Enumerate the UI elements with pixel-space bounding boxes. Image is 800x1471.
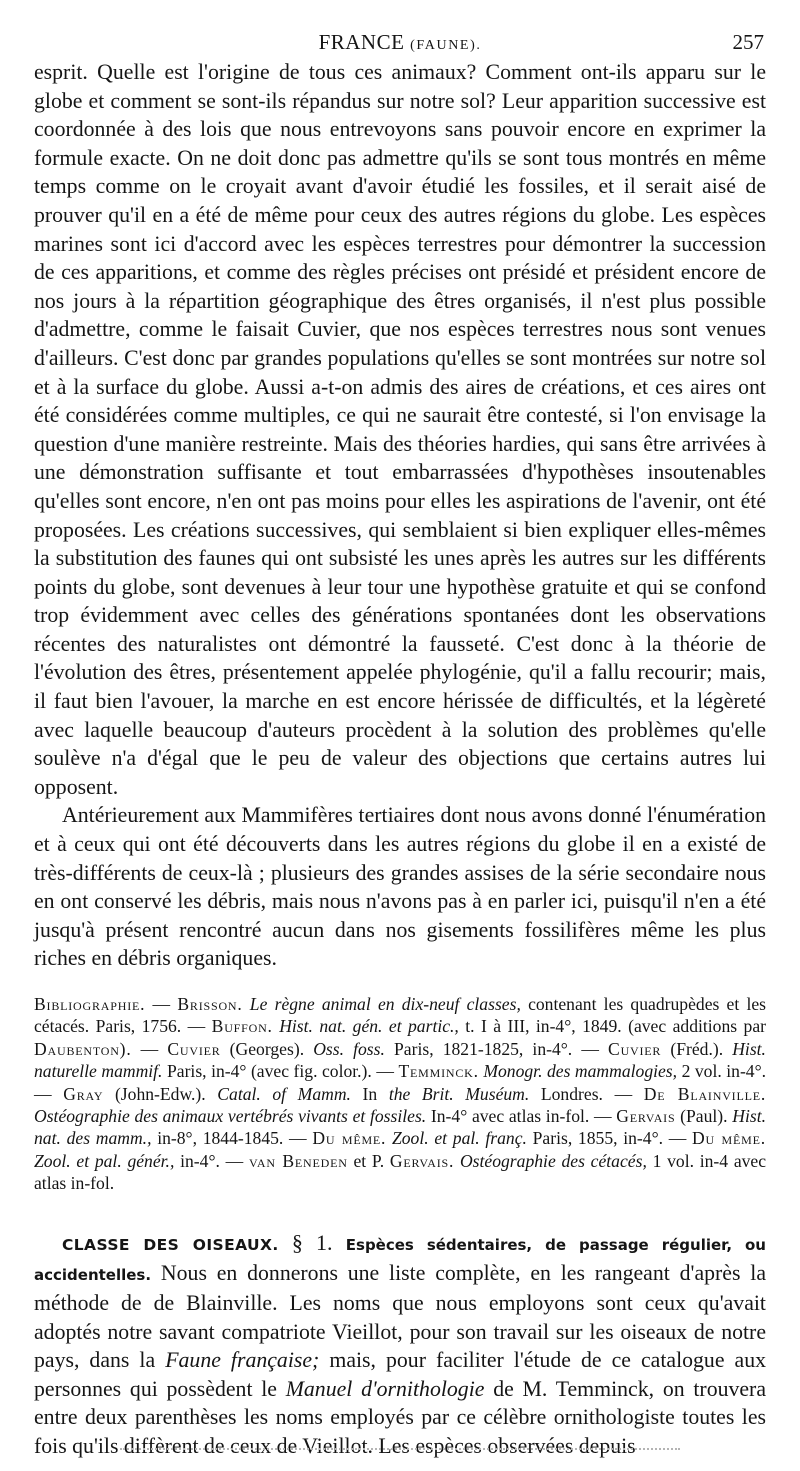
- paragraph-1: esprit. Quelle est l'origine de tous ces animaux? Comment ont-ils apparu sur le globe et comment se sont-ils répandus sur notre sol? Leur apparition successive est coordonnée à des lois que nous entrevoyons sans pouvoir encore en exprimer la formule exacte. On ne doit donc pas admettre qu'ils se sont tous montrés en même temps comme on le croyait avant d'avoir étudié les fossiles, et il serait aisé de prouver qu'il en a été de même pour ceux des autres régions du globe. Les espèces marines sont ici d'accord avec les espèces terrestres pour démontrer la succession de ces apparitions, et comme des règles précises ont présidé et président encore de nos jours à la répartition géographique des êtres organisés, il n'est plus possible d'admettre, comme le faisait Cuvier, que nos espèces terrestres nous sont venues d'ailleurs. C'est donc par grandes populations qu'elles se sont montrées sur notre sol et à la surface du globe. Aussi a-t-on admis des aires de créations, et ces aires ont été considérées comme multiples, ce qui ne saurait être contesté, si l'on envisage la question d'une manière restreinte. Mais des théories hardies, qui sans être arrivées à une démonstration suffisante et tout embarrassées d'hypothèses insoutenables qu'elles sont encore, n'en ont pas moins pour elles les aspirations de l'avenir, ont été proposées. Les créations successives, qui semblaient si bien expliquer elles-mêmes la substitution des faunes qui ont subsisté les unes après les autres sur les différents points du globe, sont devenues à leur tour une hypothèse gratuite et qui se confond trop évidemment avec celles des générations spontanées dont les observations récentes des naturalistes ont démontré la fausseté. C'est donc à la théorie de l'évolution des êtres, présentement appelée phylogénie, qu'il a fallu recourir; mais, il faut bien l'avouer, la marche en est encore hérissée de difficultés, et la légèreté avec laquelle beaucoup d'auteurs procèdent à la solution des problèmes qu'elle soulève n'a d'égal que le peu de valeur des objections que certains autres lui opposent.: [34, 60, 766, 799]
- bib-author: Du même.: [312, 1128, 387, 1149]
- bib-details: et P.: [353, 1150, 385, 1171]
- section-italic-title: Manuel d'ornithologie: [285, 1376, 485, 1401]
- bib-author: van Beneden: [248, 1150, 348, 1171]
- page-number: 257: [732, 30, 764, 54]
- section-text: mais, pour faciliter l'étude de ce catalogue aux personnes qui possèdent le: [34, 1348, 767, 1401]
- bib-title: Zool. et pal. franç.: [391, 1128, 527, 1149]
- bib-author: Du même.: [692, 1128, 766, 1149]
- bleed-through-dots: [120, 1448, 680, 1452]
- bib-title: Oss. foss.: [313, 1038, 385, 1059]
- paragraph-2: Antérieurement aux Mammifères tertiaires dont nous avons donné l'énumération et à ceux qui ont été découverts dans les autres régions du globe il en a existé de très-différents de ceux-là ; plusieurs des grandes assises de la série secondaire nous en ont conservé les débris, mais nous n'avons pas à en parler ici, puisqu'il n'en a été jusqu'à présent rencontré aucun dans nos gisements fossilifères même les plus riches en débris organiques.: [34, 803, 766, 971]
- dash: —: [376, 1061, 394, 1082]
- bib-title: Zool. et pal. génér.,: [34, 1150, 175, 1171]
- bib-details: in-4°.: [180, 1150, 220, 1171]
- bib-author: Cuvier: [608, 1038, 662, 1059]
- title-main: FRANCE: [318, 30, 405, 54]
- main-text: [34, 58, 766, 973]
- dash: —: [614, 1083, 633, 1104]
- section-heading: CLASSE DES OISEAUX.: [62, 1235, 279, 1254]
- book-page: [34, 30, 766, 1460]
- running-head: [34, 30, 766, 58]
- bib-details: In-4° avec atlas in-fol.: [430, 1106, 590, 1127]
- dash: —: [34, 1083, 52, 1104]
- bib-author: Brisson.: [177, 994, 243, 1014]
- dash: —: [581, 1038, 599, 1059]
- bib-author: Gervais: [616, 1106, 676, 1127]
- bib-title: the Brit. Muséum.: [388, 1083, 530, 1104]
- dash: —: [152, 994, 171, 1014]
- bib-details: Paris, in-4° (avec fig. color.).: [166, 1061, 372, 1082]
- section-mark: § 1.: [291, 1229, 333, 1255]
- dash: —: [225, 1150, 244, 1171]
- dash: —: [594, 1106, 612, 1127]
- section-subheading: Espèces sédentaires, de passage régulier, ou accidentelles.: [34, 1235, 766, 1285]
- bib-title: Hist. nat. gén. et partic.,: [279, 1016, 459, 1037]
- bib-details: In: [362, 1083, 378, 1104]
- dash: —: [140, 1038, 159, 1059]
- bib-details: in-8°, 1844-1845.: [157, 1128, 284, 1149]
- bib-author-name: (Fréd.).: [670, 1038, 724, 1059]
- bib-details: t. I à III, in-4°, 1849. (avec additions par: [465, 1016, 766, 1037]
- bib-author: Cuvier: [167, 1038, 221, 1059]
- bib-details: 1 vol. in-4 avec atlas in-fol.: [34, 1150, 767, 1194]
- bib-details: Paris, 1855, in-4°.: [532, 1128, 664, 1149]
- bib-author: Gervais.: [389, 1150, 455, 1171]
- section-paragraph: [34, 1229, 766, 1460]
- bib-details: 2 vol. in-4°.: [681, 1061, 767, 1082]
- dash: —: [668, 1128, 687, 1149]
- bib-title: Ostéographie des animaux vertébrés vivants et fossiles.: [34, 1106, 427, 1127]
- bibliography-label: Bibliographie.: [34, 994, 146, 1014]
- dash: —: [289, 1128, 307, 1149]
- bib-author-name: (Georges).: [229, 1038, 305, 1059]
- bibliography: [34, 993, 766, 1195]
- running-title: [34, 30, 766, 55]
- bib-title: Ostéographie des cétacés,: [459, 1150, 647, 1171]
- section-text: Nous en donnerons une liste complète, en les rangeant d'après la méthode de de Blainville. Les noms que nous employons sont ceux qu'avait adoptés notre savant compatriote Vieillot, pour son travail sur les oiseaux de notre pays, dans la: [34, 1261, 767, 1373]
- section-italic-title: Faune française;: [165, 1348, 320, 1373]
- bib-title: Catal. of Mamm.: [217, 1083, 351, 1104]
- bib-title: Monogr. des mammalogies,: [483, 1061, 678, 1082]
- bib-title: Hist. nat. des mamm.,: [34, 1106, 766, 1149]
- section-birds: [34, 1229, 766, 1460]
- dash: —: [187, 1016, 206, 1037]
- bibliography-text: [34, 993, 766, 1195]
- bib-author: De Blainville.: [643, 1083, 767, 1104]
- bib-author-name: (Paul).: [680, 1106, 728, 1127]
- bib-title: Le règne animal en dix-neuf classes,: [249, 994, 521, 1014]
- title-paren: (FAUNE).: [410, 38, 482, 53]
- bib-title: Hist. naturelle mammif.: [34, 1038, 766, 1082]
- bib-author: Buffon.: [211, 1016, 273, 1037]
- bib-details: Londres.: [540, 1083, 603, 1104]
- bib-author: Daubenton).: [34, 1038, 132, 1059]
- bib-details: Paris, 1821-1825, in-4°.: [394, 1038, 573, 1059]
- section-text: de M. Temminck, on trouvera entre deux parenthèses les noms employés par ce célèbre ornithologiste toutes les fois qu'ils diffèrent de ceux de Vieillot. Les espèces observées depuis: [34, 1376, 766, 1458]
- bib-details: contenant les quadrupèdes et les cétacés. Paris, 1756.: [34, 994, 767, 1037]
- bib-author: Gray: [63, 1083, 104, 1104]
- bib-author: Temminck.: [398, 1061, 479, 1082]
- bib-author-name: (John-Edw.).: [114, 1083, 206, 1104]
